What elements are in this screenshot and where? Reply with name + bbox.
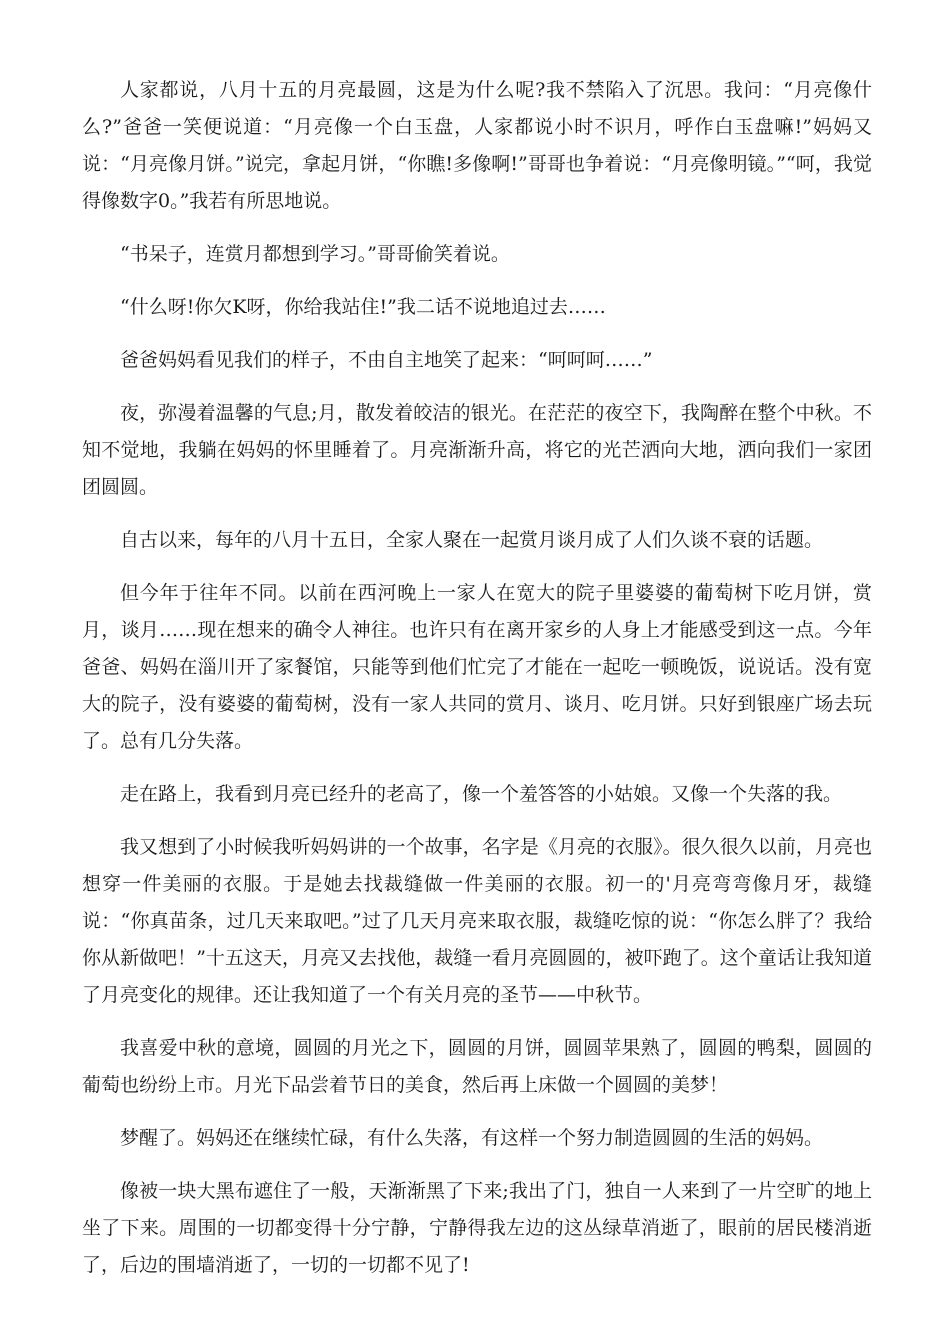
paragraph: 人家都说，八月十五的月亮最圆，这是为什么呢?我不禁陷入了沉思。我问：“月亮像什么?”爸爸一笑便说道：“月亮像一个白玉盘，人家都说小时不识月，呼作白玉盘嘛!”妈妈又说：“月亮像月饼。”说完，拿起月饼，“你瞧!多像啊!”哥哥也争着说：“月亮像明镜。”“呵，我觉得像数字0。”我若有所思地说。 [82, 79, 872, 212]
paragraph: 夜，弥漫着温馨的气息;月，散发着皎洁的银光。在茫茫的夜空下，我陶醉在整个中秋。不知不觉地，我躺在妈妈的怀里睡着了。月亮渐渐升高，将它的光芒洒向大地，洒向我们一家团团圆圆。 [82, 402, 872, 498]
paragraph: “书呆子，连赏月都想到学习。”哥哥偷笑着说。 [120, 243, 510, 265]
paragraph: 但今年于往年不同。以前在西河晚上一家人在宽大的院子里婆婆的葡萄树下吃月饼，赏月，谈月……现在想来的确令人神往。也许只有在离开家乡的人身上才能感受到这一点。今年爸爸、妈妈在淄川开了家餐馆，只能等到他们忙完了才能在一起吃一顿晚饭，说说话。没有宽大的院子，没有婆婆的葡萄树，没有一家人共同的赏月、谈月、吃月饼。只好到银座广场去玩了。总有几分失落。 [82, 582, 872, 752]
paragraph: 自古以来，每年的八月十五日，全家人聚在一起赏月谈月成了人们久谈不衰的话题。 [120, 529, 824, 551]
document-body [82, 72, 872, 1300]
paragraph: 我喜爱中秋的意境，圆圆的月光之下，圆圆的月饼，圆圆苹果熟了，圆圆的鸭梨，圆圆的葡萄也纷纷上市。月光下品尝着节日的美食，然后再上床做一个圆圆的美梦！ [82, 1037, 872, 1096]
paragraph: 我又想到了小时候我听妈妈讲的一个故事，名字是《月亮的衣服》。很久很久以前，月亮也想穿一件美丽的衣服。于是她去找裁缝做一件美丽的衣服。初一的'月亮弯弯像月牙，裁缝说：“你真苗条，过几天来取吧。”过了几天月亮来取衣服，裁缝吃惊的说：“你怎么胖了？我给你从新做吧！”十五这天，月亮又去找他，裁缝一看月亮圆圆的，被吓跑了。这个童话让我知道了月亮变化的规律。还让我知道了一个有关月亮的圣节——中秋节。 [82, 836, 872, 1006]
paragraph: 梦醒了。妈妈还在继续忙碌，有什么失落，有这样一个努力制造圆圆的生活的妈妈。 [120, 1127, 824, 1149]
paragraph: “什么呀!你欠K呀，你给我站住!”我二话不说地追过去…… [120, 296, 606, 318]
paragraph: 像被一块大黑布遮住了一般，天渐渐黑了下来;我出了门，独自一人来到了一片空旷的地上坐了下来。周围的一切都变得十分宁静，宁静得我左边的这丛绿草消逝了，眼前的居民楼消逝了，后边的围墙消逝了，一切的一切都不见了! [82, 1180, 872, 1276]
paragraph: 爸爸妈妈看见我们的样子，不由自主地笑了起来：“呵呵呵……” [120, 349, 653, 371]
paragraph: 走在路上，我看到月亮已经升的老高了，像一个羞答答的小姑娘。又像一个失落的我。 [120, 783, 843, 805]
